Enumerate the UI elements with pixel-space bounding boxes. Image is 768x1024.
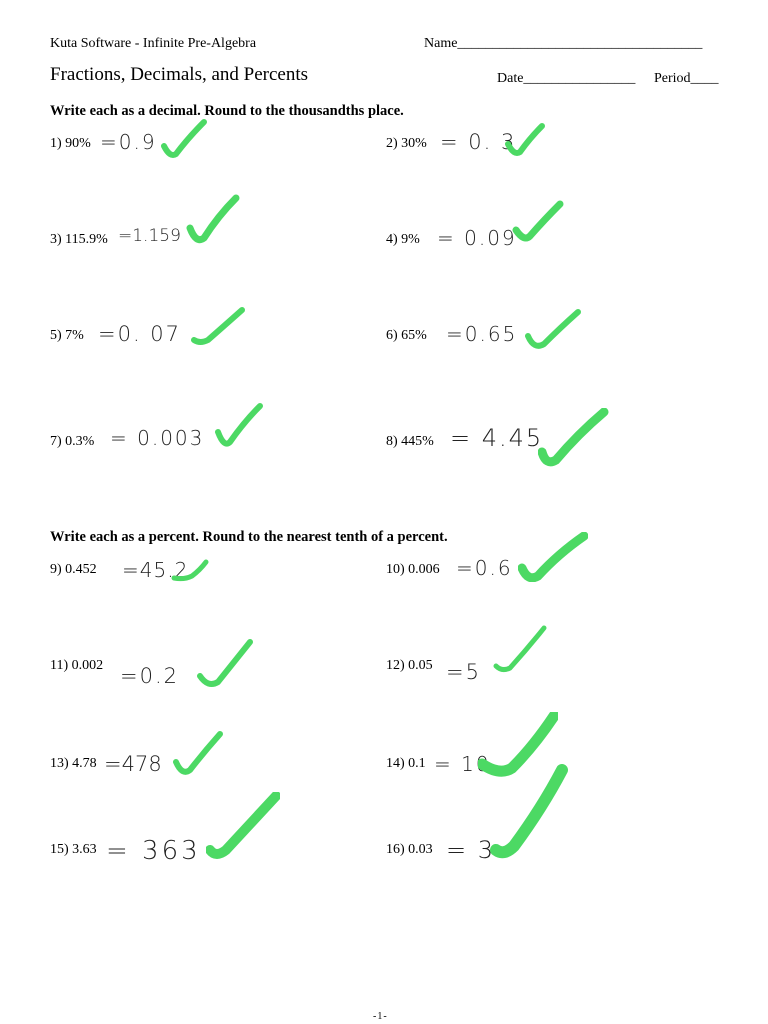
problem-number: 2) bbox=[386, 136, 398, 151]
handwritten-answer: =478 bbox=[104, 752, 162, 776]
check-mark-icon bbox=[492, 624, 548, 676]
problem-item bbox=[386, 136, 427, 152]
check-mark-icon bbox=[196, 638, 254, 690]
problem-number: 16) bbox=[386, 842, 405, 857]
problem-item bbox=[50, 842, 97, 858]
problem-question: 0.1 bbox=[408, 756, 426, 771]
check-mark-icon bbox=[160, 118, 208, 160]
problem-question: 65% bbox=[401, 328, 427, 343]
handwritten-answer: =0.9 bbox=[100, 130, 157, 154]
problem-question: 4.78 bbox=[72, 756, 97, 771]
problem-number: 13) bbox=[50, 756, 69, 771]
handwritten-answer: = 0.09 bbox=[437, 226, 517, 250]
handwritten-answer: =45.2 bbox=[122, 558, 189, 582]
check-mark-icon bbox=[190, 306, 246, 348]
problem-question: 0.006 bbox=[408, 562, 440, 577]
problem-number: 11) bbox=[50, 658, 69, 673]
check-mark-icon bbox=[504, 122, 546, 158]
handwritten-answer: =1.159 bbox=[118, 226, 181, 246]
page-number: -1- bbox=[373, 1011, 388, 1022]
worksheet-title: Fractions, Decimals, and Percents bbox=[50, 64, 309, 85]
problem-question: 0.05 bbox=[408, 658, 433, 673]
problem-number: 1) bbox=[50, 136, 62, 151]
problem-number: 14) bbox=[386, 756, 405, 771]
problem-question: 9% bbox=[401, 232, 420, 247]
problem-question: 3.63 bbox=[72, 842, 97, 857]
problem-item bbox=[50, 136, 91, 152]
problem-item bbox=[50, 658, 103, 674]
problem-item bbox=[50, 756, 97, 772]
problem-number: 15) bbox=[50, 842, 69, 857]
problem-item bbox=[386, 756, 426, 772]
problem-number: 6) bbox=[386, 328, 398, 343]
problem-item bbox=[386, 232, 420, 248]
problem-number: 9) bbox=[50, 562, 62, 577]
problem-number: 5) bbox=[50, 328, 62, 343]
check-mark-icon bbox=[172, 730, 224, 776]
handwritten-answer: = 10 bbox=[434, 752, 491, 776]
problem-question: 90% bbox=[65, 136, 91, 151]
problem-number: 3) bbox=[50, 232, 62, 247]
date-field-label: Date________________ bbox=[497, 71, 636, 86]
problem-item bbox=[386, 562, 440, 578]
problem-item bbox=[50, 328, 84, 344]
check-mark-icon bbox=[214, 402, 264, 448]
problem-item bbox=[386, 842, 433, 858]
problem-question: 115.9% bbox=[65, 232, 108, 247]
check-mark-icon bbox=[538, 408, 610, 468]
problem-question: 0.3% bbox=[65, 434, 95, 449]
problem-question: 30% bbox=[401, 136, 427, 151]
handwritten-answer: = 3 bbox=[446, 836, 496, 864]
period-field-label: Period____ bbox=[654, 71, 719, 86]
problem-question: 445% bbox=[401, 434, 434, 449]
publisher-line: Kuta Software - Infinite Pre-Algebra bbox=[50, 36, 257, 51]
check-mark-icon bbox=[524, 308, 582, 352]
problem-number: 7) bbox=[50, 434, 62, 449]
handwritten-answer: = 4.45 bbox=[450, 424, 544, 452]
problem-question: 0.452 bbox=[65, 562, 97, 577]
section-instructions: Write each as a percent. Round to the nearest tenth of a percent. bbox=[50, 529, 448, 545]
problem-question: 7% bbox=[65, 328, 84, 343]
problem-number: 8) bbox=[386, 434, 398, 449]
check-mark-icon bbox=[186, 194, 240, 246]
problem-item bbox=[386, 658, 433, 674]
problem-question: 0.002 bbox=[71, 658, 104, 673]
handwritten-answer: =0. 07 bbox=[98, 322, 182, 346]
problem-number: 4) bbox=[386, 232, 398, 247]
check-mark-icon bbox=[490, 764, 570, 860]
problem-number: 10) bbox=[386, 562, 405, 577]
handwritten-answer: = 363 bbox=[106, 836, 201, 866]
problem-item bbox=[50, 232, 108, 248]
problem-item bbox=[386, 328, 427, 344]
problem-item bbox=[386, 434, 434, 450]
name-field-label: Name___________________________________ bbox=[424, 36, 703, 51]
check-mark-icon bbox=[518, 532, 588, 582]
problem-number: 12) bbox=[386, 658, 405, 673]
check-mark-icon bbox=[206, 792, 280, 860]
handwritten-answer: =0.65 bbox=[446, 322, 518, 346]
handwritten-answer: = 0. 3 bbox=[440, 130, 517, 154]
handwritten-answer: =0.6 bbox=[456, 556, 513, 580]
handwritten-answer: = 0.003 bbox=[110, 426, 205, 450]
check-mark-icon bbox=[512, 200, 564, 244]
problem-item bbox=[50, 434, 94, 450]
handwritten-answer: =0.2 bbox=[120, 664, 179, 688]
problem-question: 0.03 bbox=[408, 842, 433, 857]
problem-item bbox=[50, 562, 97, 578]
section-instructions: Write each as a decimal. Round to the thousandths place. bbox=[50, 103, 404, 119]
handwritten-answer: =5 bbox=[446, 660, 481, 684]
check-mark-icon bbox=[170, 558, 210, 584]
